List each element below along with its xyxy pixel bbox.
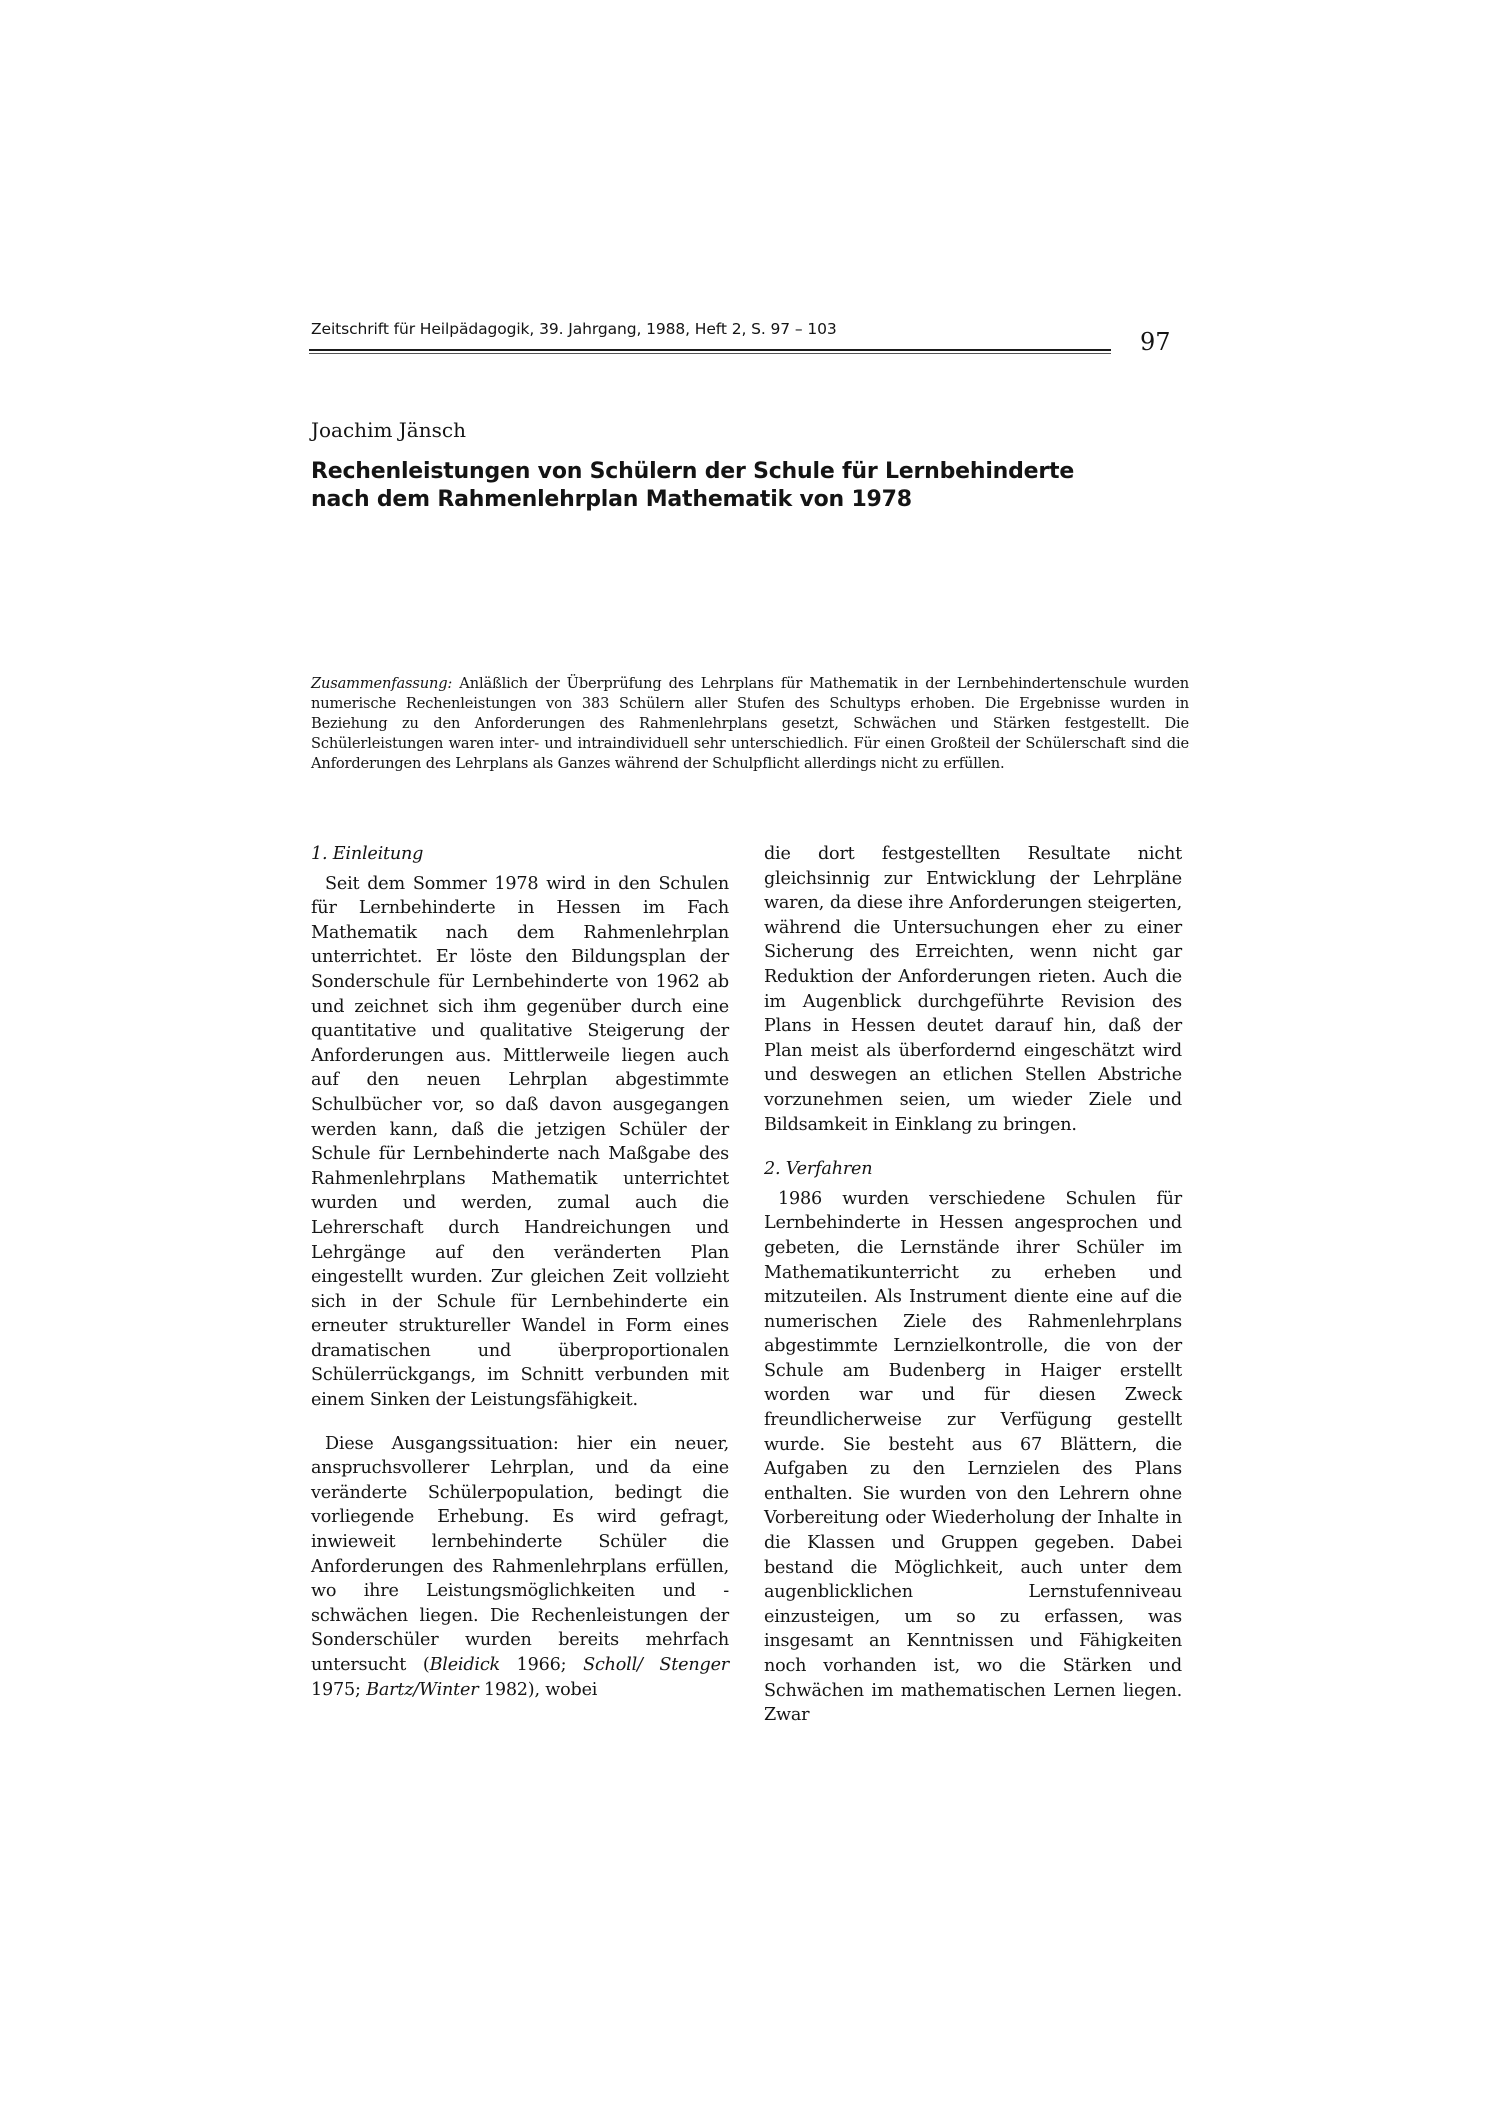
section-1-paragraph-1: Seit dem Sommer 1978 wird in den Schulen für Lernbehinderte in Hessen im Fach Mathematik nach dem Rahmenlehrplan unterrichtet. Er löste den Bildungsplan der Sonderschule für Lernbehinderte von 1962 ab und zeichnet sich ihm gegenüber durch eine quantitative und qualitative Steigerung der Anforderungen aus. Mittlerweile liegen auch auf den neuen Lehrplan abgestimmte Schulbücher vor, so daß davon ausgegangen werden kann, daß die jetzigen Schüler der Schule für Lernbehinderte nach Maßgabe des Rahmenlehrplans Mathematik unterrichtet wurden und werden, zumal auch die Lehrerschaft durch Handreichungen und Lehrgänge auf den veränderten Plan eingestellt wurden. Zur gleichen Zeit vollzieht sich in der Schule für Lernbehinderte ein erneuter struktureller Wandel in Form eines dramatischen und überproportionalen Schülerrückgangs, im Schnitt verbunden mit einem Sinken der Leistungsfähigkeit. <box>311 873 729 1411</box>
citation-bleidick: Bleidick <box>429 1655 500 1675</box>
citation-bartz-winter: Bartz/Winter <box>366 1679 479 1700</box>
title-line-1: Rechenleistungen von Schülern der Schule für Lernbehinderte <box>311 459 1075 484</box>
citation-bartz-winter-year: 1982), wobei <box>478 1679 598 1700</box>
right-column <box>764 842 1182 1728</box>
section-2-paragraph-1: 1986 wurden verschiedene Schulen für Lernbehinderte in Hessen angesprochen und gebeten, die Lernstände ihrer Schüler im Mathematikunterricht zu erheben und mitzuteilen. Als Instrument diente eine auf die numerischen Ziele des Rahmenlehrplans abgestimmte Lernzielkontrolle, die von der Schule am Budenberg in Haiger erstellt worden war und für diesen Zweck freundlicherweise zur Verfügung gestellt wurde. Sie besteht aus 67 Blättern, die Aufgaben zu den Lernzielen des Plans enthalten. Sie wurden von den Lehrern ohne Vorbereitung oder Wiederholung der Inhalte in die Klassen und Gruppen gegeben. Dabei bestand die Möglichkeit, auch unter dem augenblicklichen Lernstufenniveau einzusteigen, um so zu erfassen, was insgesamt an Kenntnissen und Fähigkeiten noch vorhanden ist, wo die Stärken und Schwächen im mathematischen Lernen liegen. Zwar <box>764 1188 1182 1726</box>
header-rule-thin <box>309 353 1111 354</box>
abstract <box>311 674 1189 774</box>
paragraph-2-text: Diese Ausgangssituation: hier ein neuer, anspruchsvollerer Lehrplan, und da eine veränderte Schülerpopulation, bedingt die vorliegende Erhebung. Es wird gefragt, inwieweit lernbehinderte Schüler die Anforderungen des Rahmenlehrplans erfüllen, wo ihre Leistungsmöglichkeiten und -schwächen liegen. Die Rechenleistungen der Sonderschüler wurden bereits mehrfach untersucht ( <box>311 1433 729 1675</box>
journal-citation: Zeitschrift für Heilpädagogik, 39. Jahrgang, 1988, Heft 2, S. 97 – 103 <box>311 320 837 338</box>
author-name: Joachim Jänsch <box>311 418 466 442</box>
left-column <box>311 842 729 1702</box>
section-1-paragraph-3: die dort festgestellten Resultate nicht gleichsinnig zur Entwicklung der Lehrpläne waren, da diese ihre Anforderungen steigerten, während die Untersuchungen eher zu einer Sicherung des Erreichten, wenn nicht gar Reduktion der Anforderungen rieten. Auch die im Augenblick durchgeführte Revision des Plans in Hessen deutet darauf hin, daß der Plan meist als überfordernd eingeschätzt wird und deswegen an etlichen Stellen Abstriche vorzunehmen seien, um wieder Ziele und Bildsamkeit in Einklang zu bringen. <box>764 844 1182 1135</box>
title-line-2: nach dem Rahmenlehrplan Mathematik von 1978 <box>311 487 912 512</box>
section-1-heading: 1. Einleitung <box>311 844 424 864</box>
section-2-heading: 2. Verfahren <box>764 1159 873 1180</box>
abstract-text: Anläßlich der Überprüfung des Lehrplans für Mathematik in der Lernbehindertenschule wurden numerische Rechenleistungen von 383 Schülern aller Stufen des Schultyps erhoben. Die Ergebnisse wurden in Beziehung zu den Anforderungen des Rahmenlehrplans gesetzt, Schwächen und Stärken festgestellt. Die Schülerleistungen waren inter- und intraindividuell sehr unterschiedlich. Für einen Großteil der Schülerschaft sind die Anforderungen des Lehrplans als Ganzes während der Schulpflicht allerdings nicht zu erfüllen. <box>311 675 1189 772</box>
citation-scholl-stenger: Scholl/ Stenger <box>583 1655 729 1675</box>
article-title <box>311 458 1131 514</box>
abstract-label: Zusammenfassung: <box>311 675 453 692</box>
citation-scholl-stenger-year: 1975; <box>311 1679 367 1700</box>
section-1-paragraph-2 <box>311 1432 729 1703</box>
citation-bleidick-year: 1966; <box>499 1655 584 1675</box>
page-number: 97 <box>1140 328 1171 356</box>
header-rule <box>309 349 1111 351</box>
